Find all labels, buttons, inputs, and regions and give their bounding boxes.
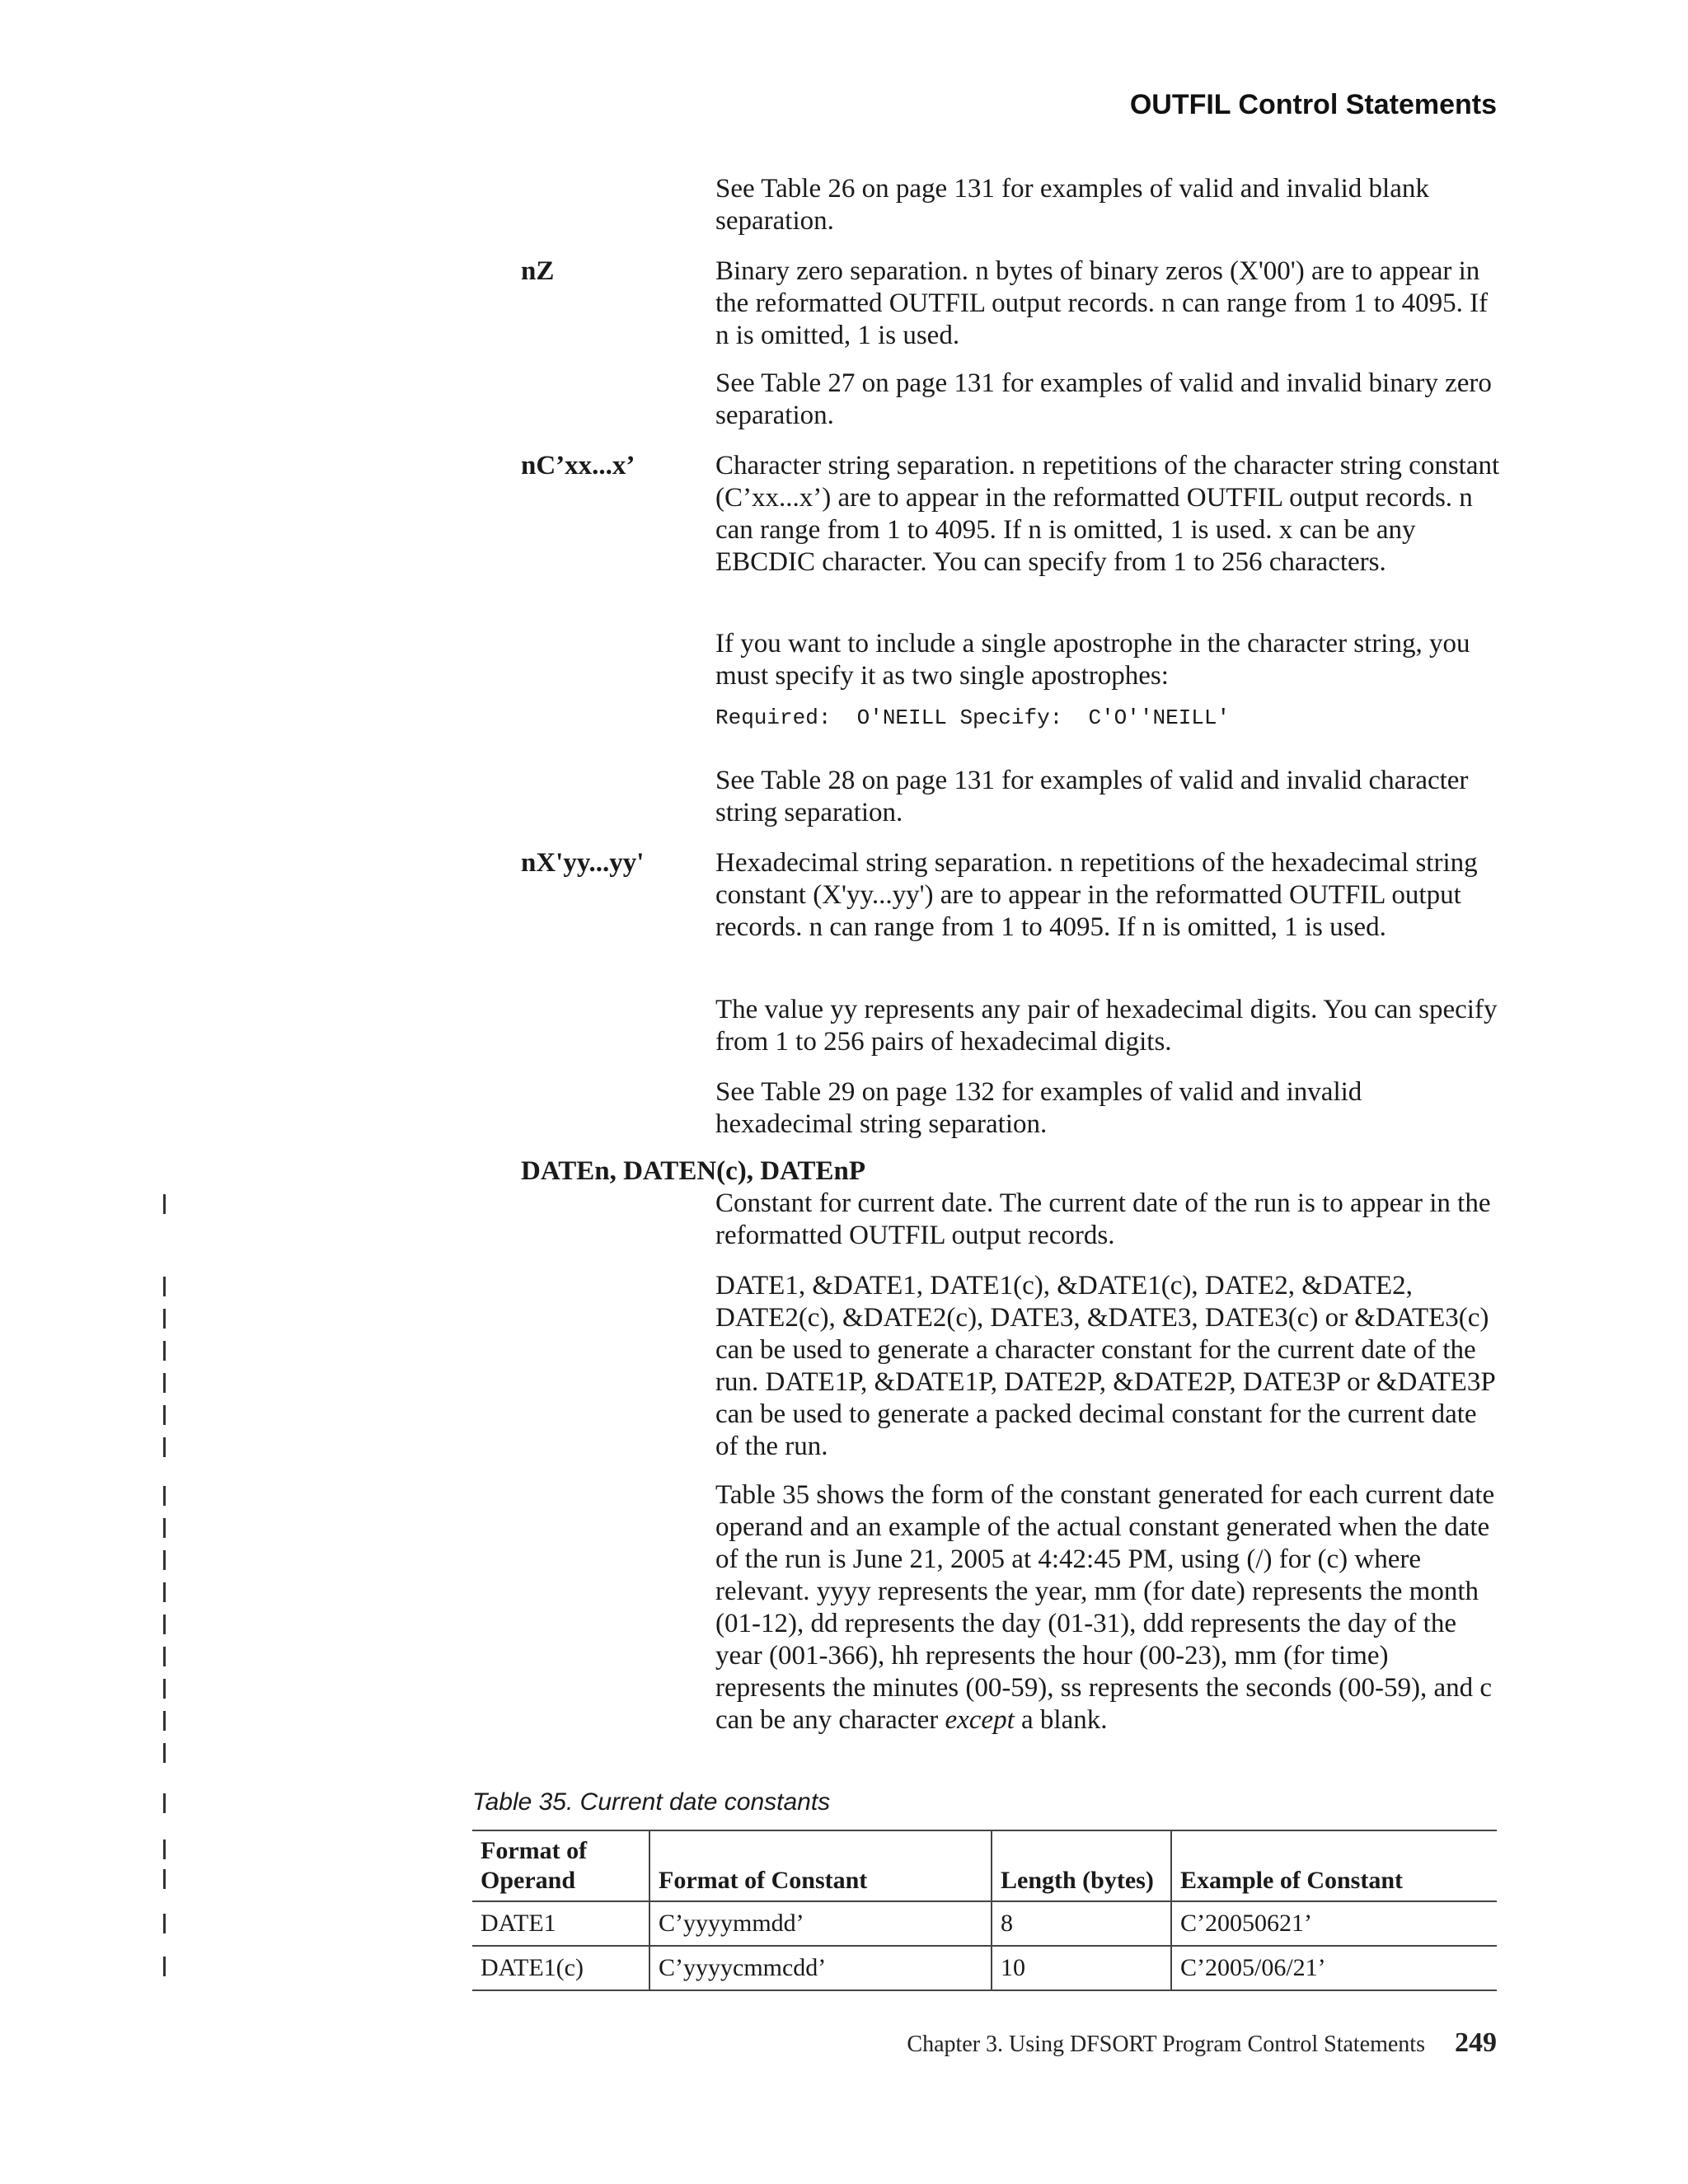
change-bar xyxy=(163,1309,166,1329)
change-bar xyxy=(163,1277,166,1296)
change-bar xyxy=(163,1793,166,1813)
change-bar xyxy=(163,1373,166,1393)
table-cell: C’yyyycmmcdd’ xyxy=(649,1946,992,1990)
table-row xyxy=(472,1901,1497,1946)
table-cell: C’yyyymmdd’ xyxy=(649,1901,992,1946)
emphasis-except: except xyxy=(945,1705,1015,1735)
page-number: 249 xyxy=(1455,2027,1497,2058)
current-date-constants-table xyxy=(472,1830,1497,1991)
table-cell: DATE1(c) xyxy=(472,1946,649,1990)
table-header-row xyxy=(472,1830,1497,1901)
change-bar xyxy=(163,1194,166,1214)
change-bar xyxy=(163,1869,166,1889)
date-forms-paragraph: DATE1, &DATE1, DATE1(c), &DATE1(c), DATE2, &DATE2, DATE2(c), &DATE2(c), DATE3, &DATE3, DATE3(c) or &DATE3(c) can be used to generate a character constant for the current date of the run. DATE1P, &DATE1P, DATE2P, &DATE2P, DATE3P or &DATE3P can be used to generate a packed decimal constant for the current date of the run. xyxy=(715,1271,1495,1461)
change-bar xyxy=(163,1341,166,1361)
change-bar xyxy=(163,1957,166,1976)
change-bar xyxy=(163,1582,166,1602)
change-bar xyxy=(163,1615,166,1634)
header-example: Example of Constant xyxy=(1171,1830,1497,1901)
change-bar xyxy=(163,1550,166,1570)
nx-description: Hexadecimal string separation. n repetitions of the hexadecimal string constant (X'yy...yy') are to appear in the reformatted OUTFIL output records. n can range from 1 to 4095. If n is omitted, 1 is used. xyxy=(715,848,1478,942)
table-cell: 8 xyxy=(992,1901,1171,1946)
date-description: Constant for current date. The current date of the run is to appear in the reformatted OUTFIL output records. xyxy=(715,1188,1491,1250)
table-caption: Table 35. Current date constants xyxy=(472,1788,831,1816)
term-nz: nZ xyxy=(521,256,555,286)
header-length: Length (bytes) xyxy=(992,1830,1171,1901)
change-bar xyxy=(163,1840,166,1859)
change-bar xyxy=(163,1647,166,1666)
term-nx: nX'yy...yy' xyxy=(521,848,645,878)
nz-description: Binary zero separation. n bytes of binary zeros (X'00') are to appear in the reformatted OUTFIL output records. n can range from 1 to 4095. If n is omitted, 1 is used. xyxy=(715,256,1489,350)
change-bar xyxy=(163,1711,166,1731)
term-nc: nC’xx...x’ xyxy=(521,451,635,480)
change-bar xyxy=(163,1914,166,1933)
change-bar xyxy=(163,1679,166,1699)
footer-chapter: Chapter 3. Using DFSORT Program Control Statements xyxy=(907,2032,1425,2057)
table-cell: C’2005/06/21’ xyxy=(1171,1946,1497,1990)
change-bar xyxy=(163,1405,166,1425)
change-bar xyxy=(163,1743,166,1763)
header-format-of-operand: Format of Operand xyxy=(472,1830,649,1901)
nc-see-note: See Table 28 on page 131 for examples of valid and invalid character string separation. xyxy=(715,766,1469,827)
date-table-intro: Table 35 shows the form of the constant generated for each current date operand and an example of the actual constant generated when the date of the run is June 21, 2005 at 4:42:45 PM, using (/) for (c) where relevant. yyyy represents the year, mm (for date) represents the month (01-12), dd represents the day (01-31), ddd represents the day of the year (001-366), hh represents the hour (00-23), mm (for time) represents the minutes (00-59), ss represents the seconds (00-59), and c can be any character except a blank. xyxy=(715,1480,1495,1735)
blank-separation-see-note: See Table 26 on page 131 for examples of valid and invalid blank separation. xyxy=(715,174,1429,236)
page-footer xyxy=(907,2027,1497,2059)
nz-see-note: See Table 27 on page 131 for examples of valid and invalid binary zero separation. xyxy=(715,368,1492,430)
term-date: DATEn, DATEN(c), DATEnP xyxy=(521,1156,866,1186)
nc-apostrophe-note: If you want to include a single apostrophe in the character string, you must specify it as two single apostrophes: xyxy=(715,629,1470,691)
header-format-of-constant: Format of Constant xyxy=(649,1830,992,1901)
nx-see-note: See Table 29 on page 132 for examples of valid and invalid hexadecimal string separation. xyxy=(715,1077,1362,1139)
table-cell: 10 xyxy=(992,1946,1171,1990)
change-bar xyxy=(163,1486,166,1506)
nc-description: Character string separation. n repetitions of the character string constant (C’xx...x’) are to appear in the reformatted OUTFIL output records. n can range from 1 to 4095. If n is omitted, 1 is used. x can be any EBCDIC character. You can specify from 1 to 256 characters. xyxy=(715,451,1500,577)
nx-value-note: The value yy represents any pair of hexadecimal digits. You can specify from 1 to 256 pairs of hexadecimal digits. xyxy=(715,995,1498,1057)
change-bar xyxy=(163,1437,166,1457)
table-row xyxy=(472,1946,1497,1990)
nc-code-example: Required: O'NEILL Specify: C'O''NEILL' xyxy=(715,705,1231,730)
table-cell: C’20050621’ xyxy=(1171,1901,1497,1946)
change-bar xyxy=(163,1518,166,1538)
running-header: OUTFIL Control Statements xyxy=(1129,89,1497,120)
table-cell: DATE1 xyxy=(472,1901,649,1946)
